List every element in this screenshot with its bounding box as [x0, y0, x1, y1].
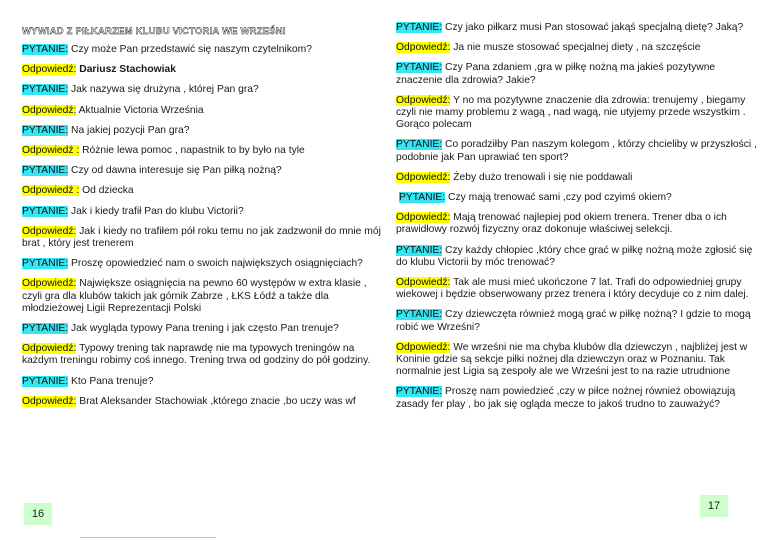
answer-paragraph [22, 185, 384, 197]
question-label: PYTANIE: [399, 192, 446, 204]
page-number-left: 16 [24, 503, 52, 525]
answer-label: Odpowiedź: [22, 104, 77, 116]
answer-paragraph [396, 342, 758, 379]
left-qa-list [22, 44, 384, 408]
answer-paragraph [22, 226, 384, 250]
answer-text: Jak i kiedy no trafiłem pół roku temu no jak zadzwonił do mnie mój brat , który jest trenerem [22, 225, 381, 250]
question-text: Jak wygląda typowy Pana trening i jak często Pan trenuje? [68, 323, 339, 335]
question-paragraph [396, 22, 758, 34]
question-paragraph [22, 258, 384, 270]
question-paragraph [396, 62, 758, 86]
right-page-column [396, 22, 758, 419]
question-paragraph [22, 165, 384, 177]
question-paragraph [22, 323, 384, 335]
answer-paragraph [396, 212, 758, 236]
question-paragraph [22, 84, 384, 96]
question-label: PYTANIE: [22, 258, 69, 270]
answer-label: Odpowiedź: [396, 341, 451, 353]
question-text: Kto Pana trenuje? [68, 375, 154, 387]
answer-label: Odpowiedź : [22, 185, 80, 197]
answer-text: Dariusz Stachowiak [76, 64, 176, 76]
question-text: Na jakiej pozycji Pan gra? [68, 124, 190, 136]
question-paragraph [396, 139, 758, 163]
question-label: PYTANIE: [22, 165, 69, 177]
question-paragraph [396, 245, 758, 269]
question-text: Proszę nam powiedzieć ,czy w piłce nożnej również obowiązują zasady fer play , bo jak się ogląda mecze to jakoś trudno to zauważyć? [396, 386, 736, 410]
answer-text: Brat Aleksander Stachowiak ,którego znacie ,bo uczy was wf [76, 395, 356, 407]
question-label: PYTANIE: [396, 139, 443, 151]
answer-label: Odpowiedź: [396, 171, 451, 183]
answer-label: Odpowiedź: [396, 212, 451, 224]
question-text: Co poradziłby Pan naszym kolegom , którzy chcieliby w przyszłości , podobnie jak Pan uprawiać ten sport? [396, 139, 757, 163]
answer-text: Tak ale musi mieć ukończone 7 lat. Trafi do odpowiedniej grupy wiekowej i będzie obserwowany przez trenera i który decyduje co z nim dalej. [396, 277, 749, 301]
answer-label: Odpowiedź: [22, 225, 77, 237]
answer-paragraph [22, 278, 384, 315]
question-label: PYTANIE: [396, 244, 443, 256]
question-label: PYTANIE: [396, 22, 443, 33]
answer-label: Odpowiedź: [396, 277, 451, 289]
question-text: Czy od dawna interesuje się Pan piłką nożną? [68, 165, 282, 177]
question-text: Proszę opowiedzieć nam o swoich największych osiągnięciach? [68, 258, 363, 270]
question-paragraph [396, 192, 758, 204]
question-paragraph [22, 44, 384, 56]
question-paragraph [22, 376, 384, 388]
answer-paragraph [22, 145, 384, 157]
answer-paragraph [22, 105, 384, 117]
question-label: PYTANIE: [22, 84, 69, 96]
question-label: PYTANIE: [396, 309, 443, 321]
answer-text: Aktualnie Victoria Września [76, 104, 204, 116]
answer-text: Żeby dużo trenowali i się nie poddawali [450, 171, 633, 183]
question-text: Czy Pana zdaniem ,gra w piłkę nożną ma jakieś pozytywne znaczenie dla zdrowia? Jakie? [396, 62, 716, 86]
right-qa-list [396, 22, 758, 411]
question-label: PYTANIE: [22, 323, 69, 335]
answer-paragraph [396, 172, 758, 184]
answer-text: Od dziecka [79, 185, 134, 197]
question-label: PYTANIE: [22, 44, 69, 55]
answer-label: Odpowiedź: [22, 278, 77, 290]
question-paragraph [396, 386, 758, 410]
left-page-column [22, 26, 384, 416]
answer-paragraph [22, 396, 384, 408]
question-text: Jak nazywa się drużyna , której Pan gra? [68, 84, 259, 96]
question-label: PYTANIE: [22, 375, 69, 387]
question-text: Czy każdy chłopiec ,który chce grać w piłkę nożną może zgłosić się do klubu Victorii by móc trenować? [396, 244, 753, 268]
answer-label: Odpowiedź: [22, 395, 77, 407]
answer-paragraph [396, 42, 758, 54]
question-paragraph [396, 309, 758, 333]
question-label: PYTANIE: [396, 386, 443, 398]
page-number-right: 17 [700, 495, 728, 517]
question-label: PYTANIE: [22, 124, 69, 136]
question-text: Jak i kiedy trafił Pan do klubu Victorii? [68, 205, 244, 217]
answer-label: Odpowiedź: [396, 42, 451, 54]
answer-paragraph [22, 64, 384, 76]
answer-text: Różnie lewa pomoc , napastnik to by było na tyle [79, 145, 305, 157]
question-label: PYTANIE: [22, 205, 69, 217]
answer-text: We wrześni nie ma chyba klubów dla dziewczyn , najbliżej jest w Koninie gdzie są sekcje piłki nożnej dla dziewczyn oraz w Poznaniu. Tak normalnie jest Ligia są zespoły ale we Wrześni jest to na razie utrudnione [396, 341, 748, 378]
question-paragraph [22, 125, 384, 137]
footer-divider [80, 537, 216, 538]
answer-paragraph [396, 95, 758, 132]
answer-paragraph [22, 343, 384, 367]
question-text: Czy może Pan przedstawić się naszym czytelnikom? [68, 44, 312, 55]
question-paragraph [22, 206, 384, 218]
answer-text: Ja nie musze stosować specjalnej diety , na szczęście [450, 42, 701, 54]
answer-label: Odpowiedź: [396, 94, 451, 106]
question-text: Czy dziewczęta również mogą grać w piłkę nożną? I gdzie to mogą robić we Wrześni? [396, 309, 751, 333]
answer-label: Odpowiedź: [22, 64, 77, 76]
question-label: PYTANIE: [396, 62, 443, 74]
answer-text: Y no ma pozytywne znaczenie dla zdrowia: trenujemy , biegamy czyli nie mamy problemu z wagą , nad wagą, nie utyjemy przede wszystkim . Gorąco polecam [396, 94, 746, 131]
interview-title: WYWIAD Z PIŁKARZEM KLUBU VICTORIA WE WRZEŚNI [22, 26, 286, 37]
answer-paragraph [396, 277, 758, 301]
answer-label: Odpowiedź: [22, 343, 77, 355]
answer-text: Mają trenować najlepiej pod okiem trenera. Trener dba o ich prawidłowy rozwój fizyczny oraz dokonuje właściwej selekcji. [396, 212, 727, 236]
answer-text: Typowy trening tak naprawdę nie ma typowych treningów na każdym treningu robimy coś innego. Trening trwa od godziny do pół godziny. [22, 343, 371, 367]
answer-text: Największe osiągnięcia na pewno 60 występów w extra klasie , czyli gra dla klubów takich jak górnik Zabrze , ŁKS Łódź a także dla młodzieżowej Ligii Reprezentacji Polski [22, 278, 367, 314]
answer-label: Odpowiedź : [22, 145, 80, 157]
question-text: Czy jako piłkarz musi Pan stosować jakąś specjalną dietę? Jaką? [442, 22, 744, 33]
question-text: Czy mają trenować sami ,czy pod czyimś okiem? [445, 192, 672, 204]
